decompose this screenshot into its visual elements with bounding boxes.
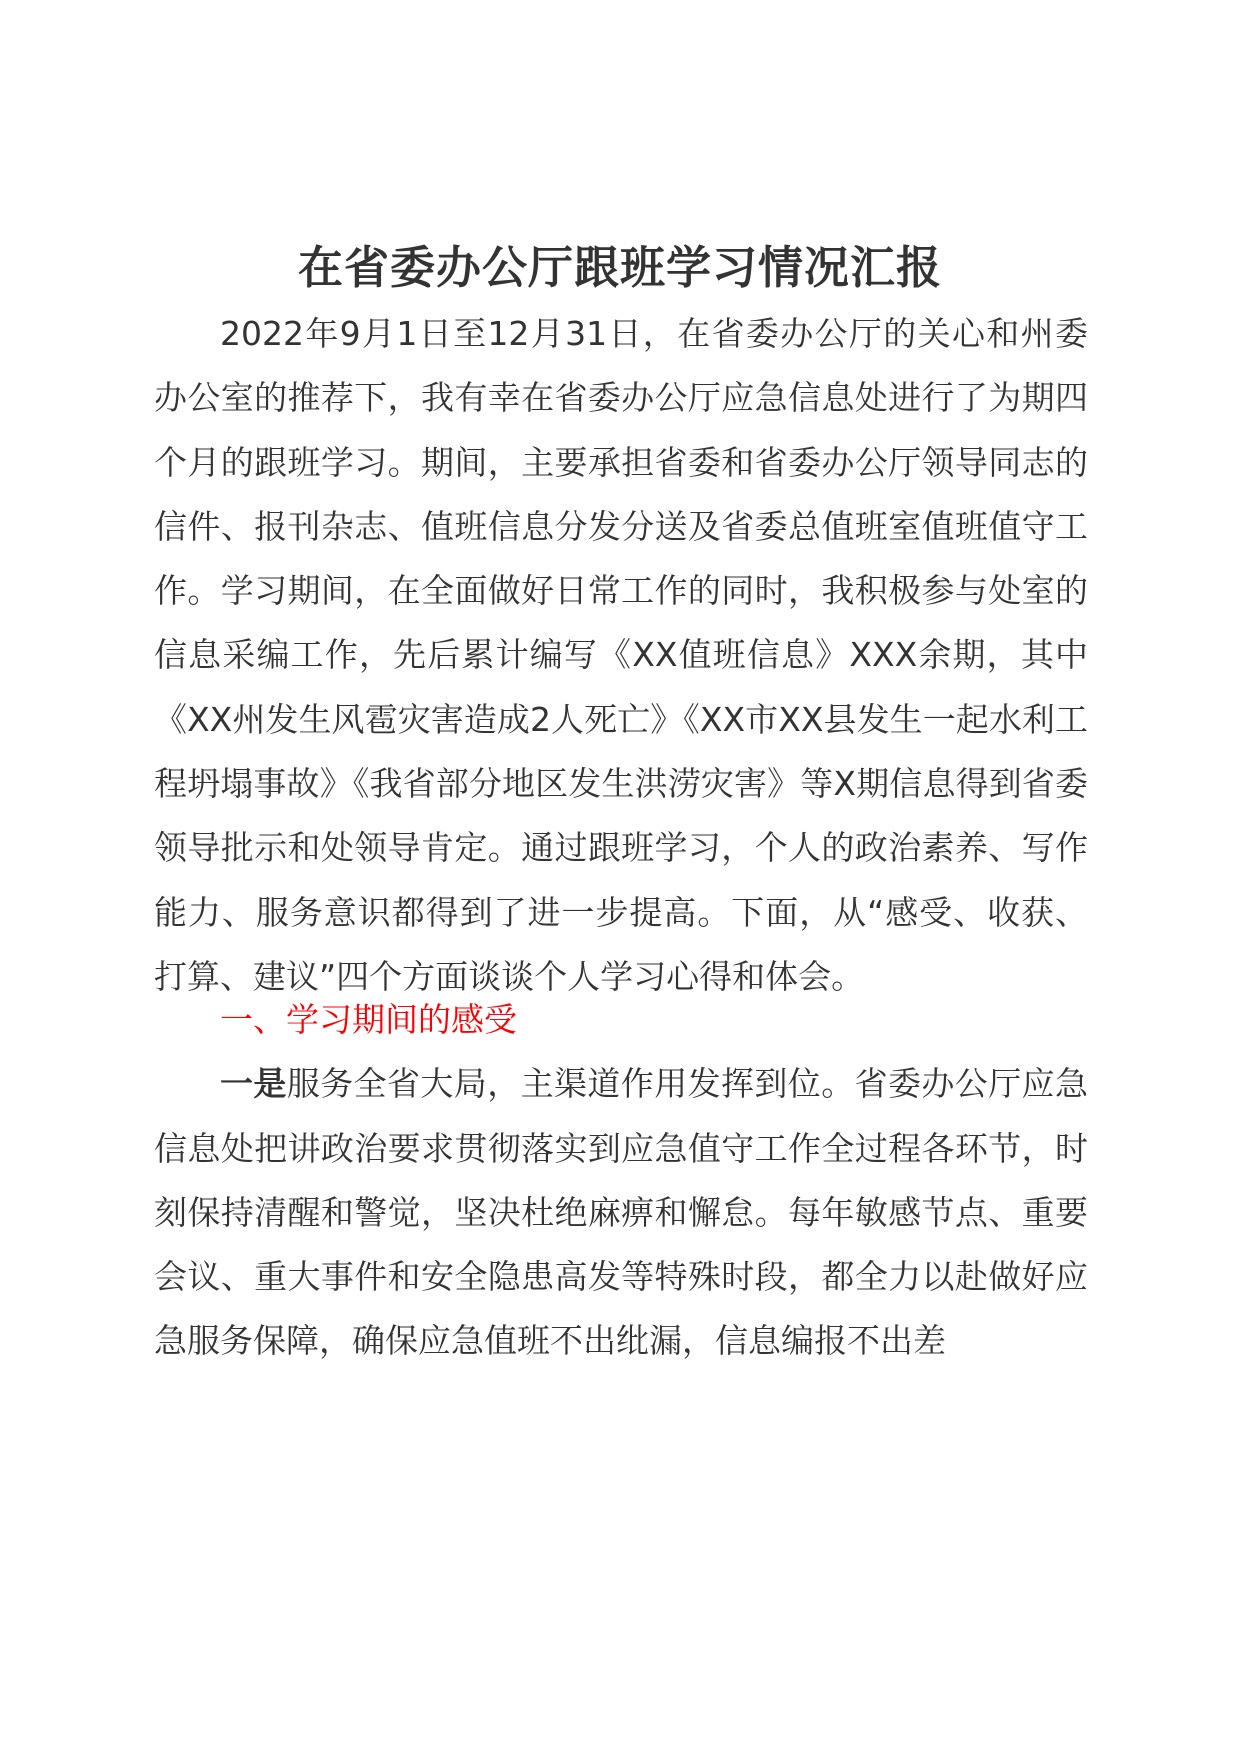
document-title: 在省委办公厅跟班学习情况汇报 <box>297 241 942 294</box>
intro-section <box>154 302 1088 1009</box>
intro-paragraph: 2022年9月1日至12月31日，在省委办公厅的关心和州委办公室的推荐下，我有幸在省委办公厅应急信息处进行了为期四个月的跟班学习。期间，主要承担省委和省委办公厅领导同志的信件、报刊杂志、值班信息分发分送及省委总值班室值班值守工作。学习期间，在全面做好日常工作的同时，我积极参与处室的信息采编工作，先后累计编写《XX值班信息》XXX余期，其中《XX州发生风雹灾害造成2人死亡》《XX市XX县发生一起水利工程坍塌事故》《我省部分地区发生洪涝灾害》等X期信息得到省委领导批示和处领导肯定。通过跟班学习，个人的政治素养、写作能力、服务意识都得到了进一步提高。下面，从“感受、收获、打算、建议”四个方面谈谈个人学习心得和体会。 <box>154 314 1088 996</box>
point-one-lead: 一是 <box>220 1064 287 1104</box>
section-heading: 一、学习期间的感受 <box>220 1000 517 1039</box>
point-one-text: 服务全省大局，主渠道作用发挥到位。省委办公厅应急信息处把讲政治要求贯彻落实到应急值守工作全过程各环节，时刻保持清醒和警觉，坚决杜绝麻痹和懈怠。每年敏感节点、重要会议、重大事件和安全隐患高发等特殊时段，都全力以赴做好应急服务保障，确保应急值班不出纰漏，信息编报不出差 <box>154 1064 1089 1361</box>
section-one <box>154 988 1088 1374</box>
point-one-paragraph <box>154 1052 1088 1373</box>
